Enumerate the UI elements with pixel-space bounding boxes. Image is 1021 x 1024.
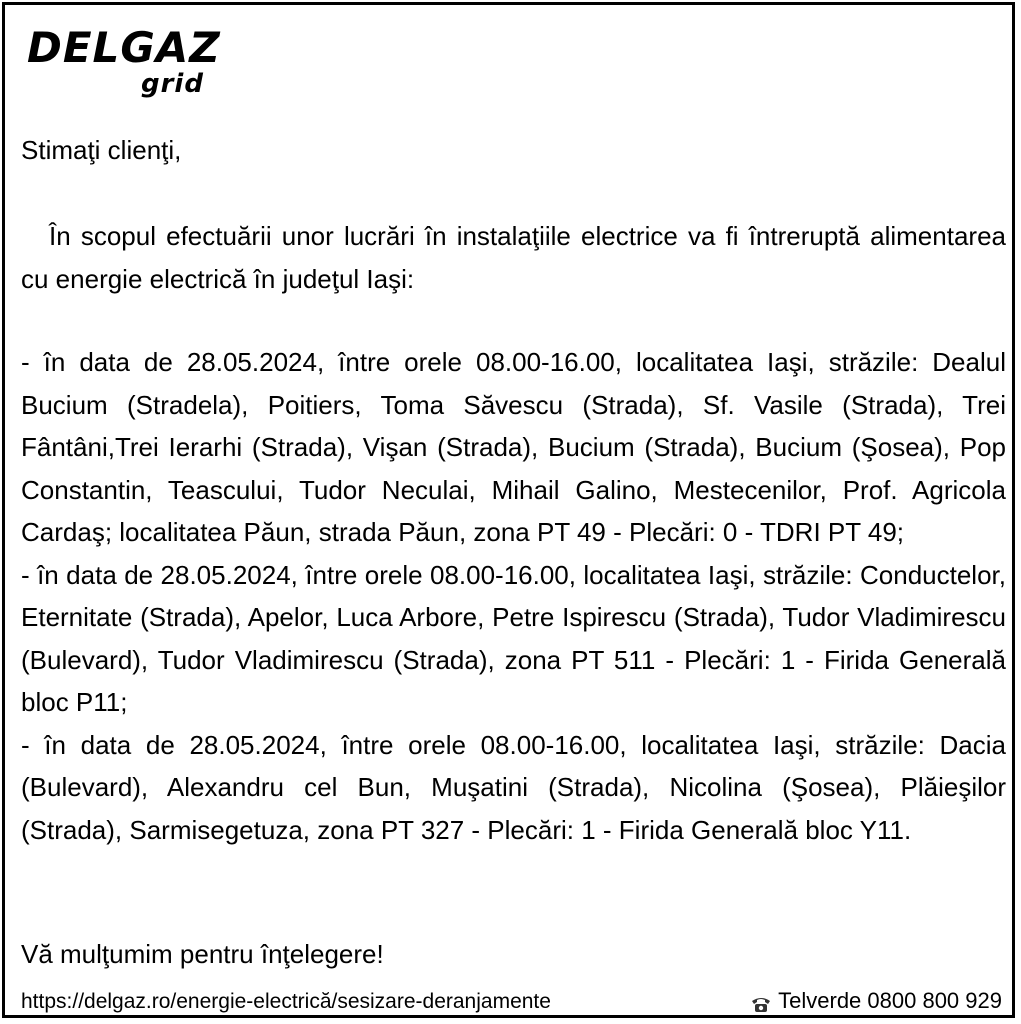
notice-frame — [2, 2, 1015, 1018]
phone-icon — [750, 992, 772, 1010]
intro-paragraph: În scopul efectuării unor lucrări în instalaţiile electrice va fi întreruptă alimentarea cu energie electrică în judeţul Iaşi: — [21, 221, 1006, 294]
greeting: Stimaţi clienţi, — [21, 135, 182, 165]
delgaz-grid-logo — [27, 23, 227, 103]
phone-contact — [750, 987, 1002, 1015]
outage-item: - în data de 28.05.2024, între orele 08.00-16.00, localitatea Iaşi, străzile: Dealul Bucium (Stradela), Poitiers, Toma Săvescu (Strada), Sf. Vasile (Strada), Trei Fântâni,Trei Ierarhi (Strada), Vişan (Strada), Bucium (Strada), Bucium (Şosea), Pop Constantin, Teascului, Tudor Neculai, Mihail Galino, Mestecenilor, Prof. Agricola Cardaş; localitatea Păun, strada Păun, zona PT 49 - Plecări: 0 - TDRI PT 49; — [21, 347, 1006, 547]
phone-number: Telverde 0800 800 929 — [778, 988, 1002, 1013]
thanks-message: Vă mulţumim pentru înţelegere! — [21, 939, 384, 969]
outage-item: - în data de 28.05.2024, între orele 08.00-16.00, localitatea Iaşi, străzile: Conductelor, Eternitate (Strada), Apelor, Luca Arbore, Petre Ispirescu (Strada), Tudor Vladimirescu (Bulevard), Tudor Vladimirescu (Strada), zona PT 511 - Plecări: 1 - Firida Generală bloc P11; — [21, 559, 1006, 717]
logo-sub: grid — [141, 69, 204, 99]
outage-item: - în data de 28.05.2024, între orele 08.00-16.00, localitatea Iaşi, străzile: Dacia (Bulevard), Alexandru cel Bun, Muşatini (Strada), Nicolina (Şosea), Plăieşilor (Strada), Sarmisegetuza, zona PT 327 - Plecări: 1 - Firida Generală bloc Y11. — [21, 729, 1006, 845]
logo-brand: DELGAZ — [27, 23, 221, 72]
outage-list — [21, 341, 1006, 851]
report-fault-link[interactable]: https://delgaz.ro/energie-electrică/sesizare-deranjamente — [21, 990, 551, 1013]
